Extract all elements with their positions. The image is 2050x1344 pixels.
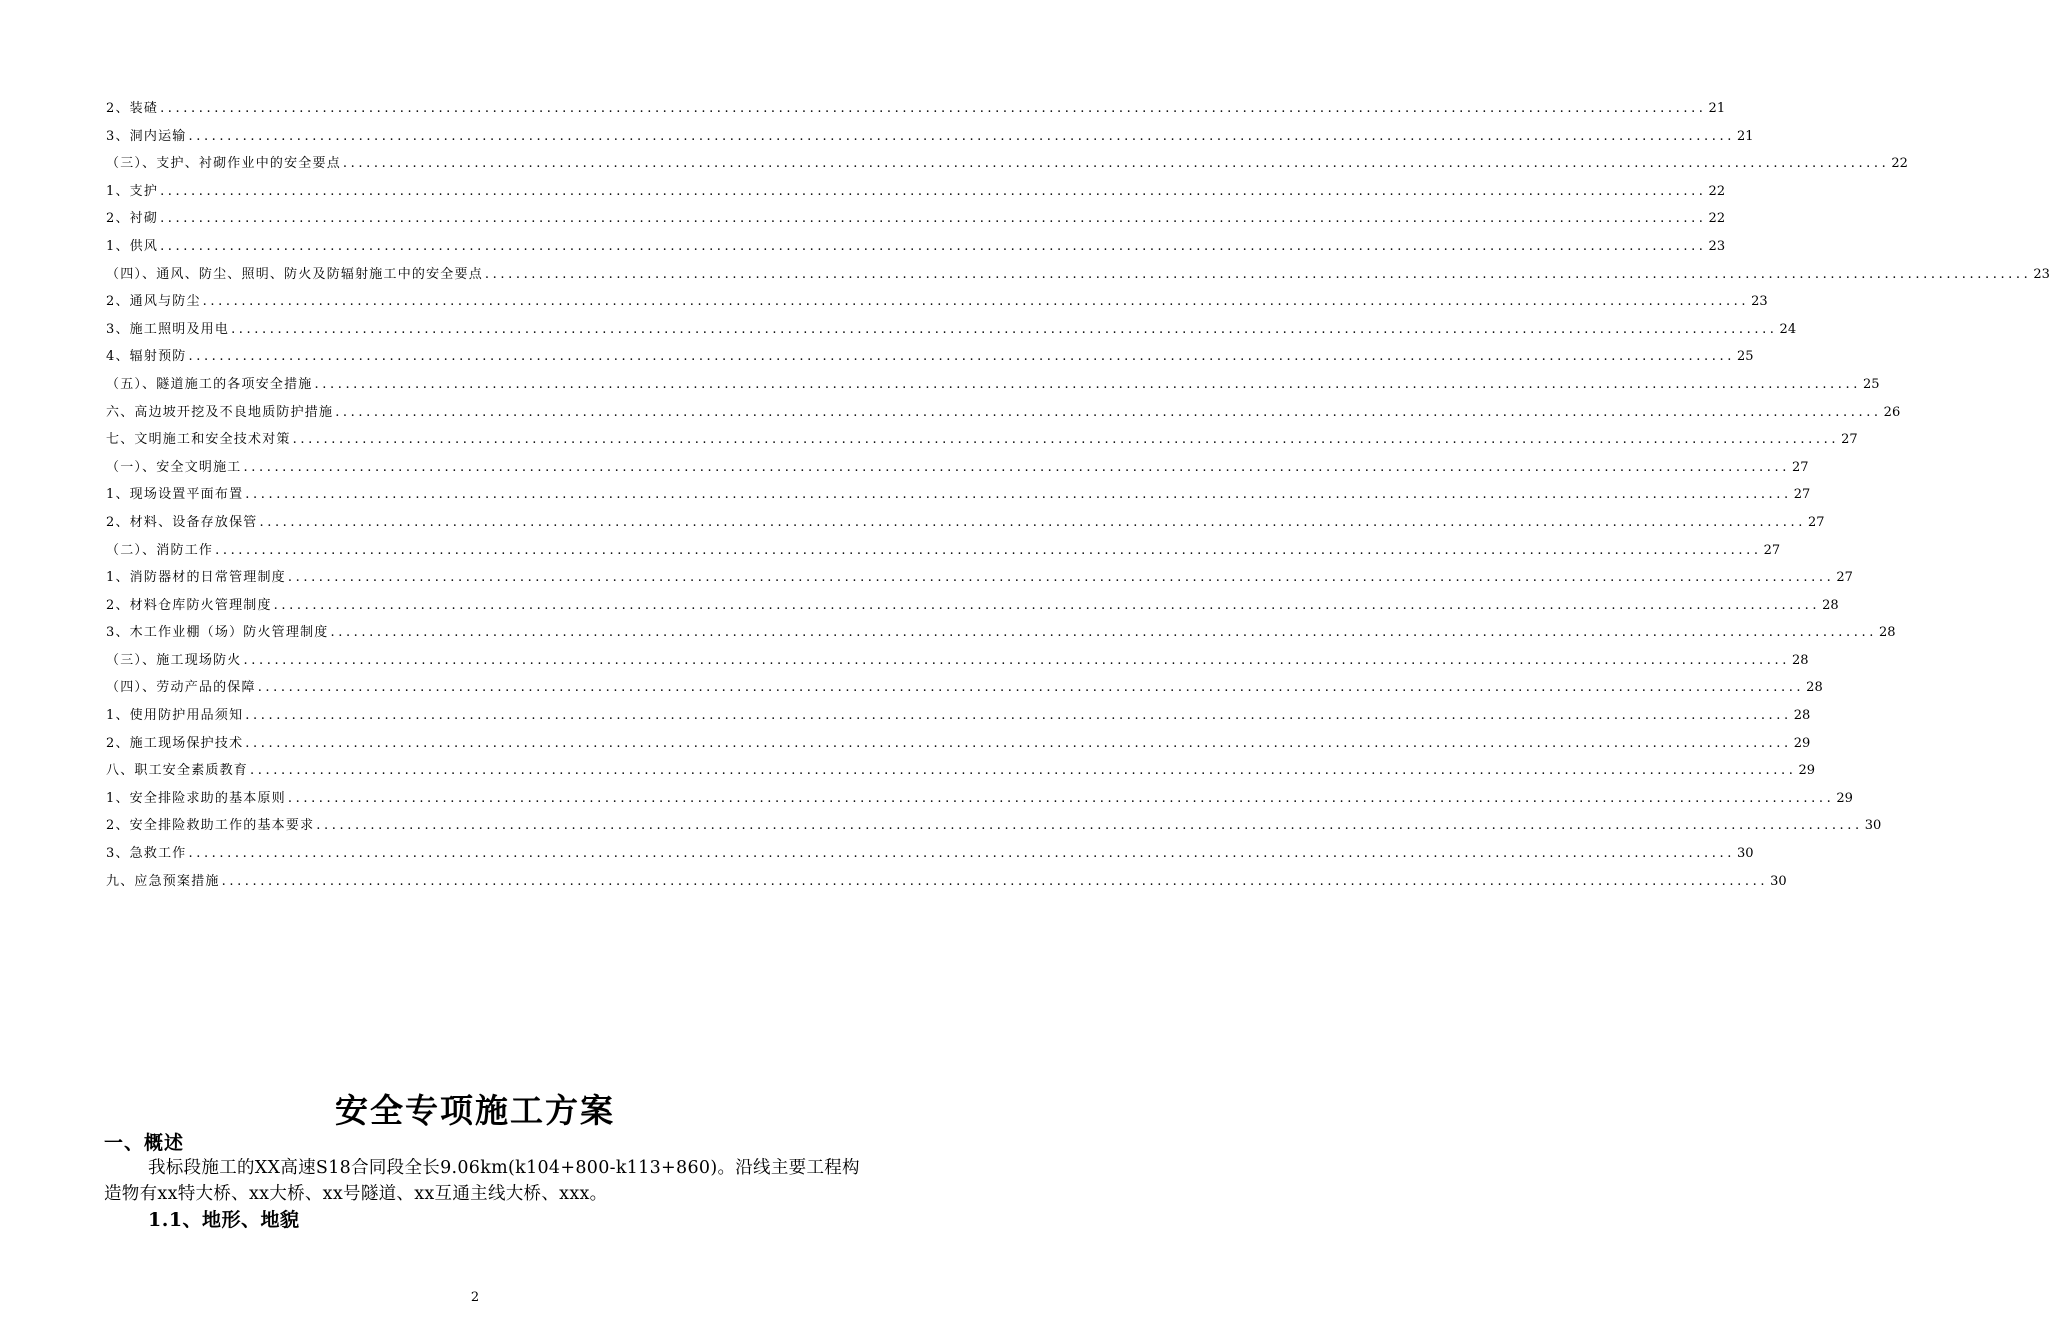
toc-leader-dots: ........................................................................................................................................................................................................ (273, 597, 1821, 613)
document-title: 安全专项施工方案 (335, 1091, 615, 1130)
toc-entry-label: 1、使用防护用品须知 (106, 708, 244, 724)
toc-leader-dots: ........................................................................................................................................................................................................ (314, 376, 1861, 392)
toc-entry-label: （五）、隧道施工的各项安全措施 (106, 376, 313, 392)
toc-entry-label: 2、通风与防尘 (106, 294, 201, 310)
toc-entry-page: 25 (1862, 376, 1880, 392)
toc-entry[interactable] (106, 759, 1816, 787)
toc-leader-dots: ........................................................................................................................................................................................................ (484, 266, 2032, 282)
toc-entry-label: 2、材料仓库防火管理制度 (106, 597, 272, 613)
toc-leader-dots: ........................................................................................................................................................................................................ (188, 349, 1735, 365)
toc-entry[interactable] (106, 97, 1726, 125)
toc-entry[interactable] (106, 870, 1787, 898)
toc-entry-page: 28 (1806, 680, 1823, 696)
toc-entry-page: 23 (1708, 238, 1726, 254)
toc-entry-label: 1、供风 (106, 238, 159, 254)
subsection-heading: 1.1、地形、地貌 (148, 1209, 300, 1231)
toc-leader-dots: ........................................................................................................................................................................................................ (287, 790, 1835, 806)
toc-entry-page: 27 (1763, 542, 1781, 558)
toc-entry-label: 2、衬砌 (106, 211, 159, 227)
toc-leader-dots: ........................................................................................................................................................................................................ (160, 238, 1707, 254)
toc-leader-dots: ........................................................................................................................................................................................................ (188, 128, 1735, 144)
toc-entry-page: 28 (1822, 597, 1839, 613)
toc-entry-page: 23 (1751, 294, 1768, 310)
toc-entry-label: 2、装碴 (106, 101, 159, 116)
page-number: 2 (470, 1290, 480, 1305)
toc-entry[interactable] (106, 180, 1726, 208)
toc-entry[interactable] (106, 207, 1726, 235)
toc-entry[interactable] (106, 787, 1853, 815)
toc-entry[interactable] (106, 428, 1858, 456)
toc-leader-dots: ........................................................................................................................................................................................................ (215, 542, 1762, 558)
toc-entry-label: （三）、支护、衬砌作业中的安全要点 (106, 156, 341, 172)
toc-leader-dots: ........................................................................................................................................................................................................ (202, 294, 1750, 310)
toc-entry-page: 21 (1736, 128, 1754, 144)
section-heading: 一、概述 (104, 1132, 185, 1154)
toc-entry-page: 27 (1791, 459, 1809, 475)
toc-leader-dots: ........................................................................................................................................................................................................ (160, 183, 1707, 199)
toc-entry[interactable] (106, 290, 1768, 318)
toc-entry-label: 九、应急预案措施 (106, 873, 220, 889)
toc-entry-page: 27 (1793, 487, 1811, 503)
toc-entry[interactable] (106, 401, 1901, 429)
toc-leader-dots: ........................................................................................................................................................................................................ (160, 211, 1707, 227)
toc-entry-page: 22 (1708, 211, 1726, 227)
toc-entry-page: 28 (1878, 625, 1896, 641)
toc-leader-dots: ........................................................................................................................................................................................................ (292, 432, 1840, 448)
toc-leader-dots: ........................................................................................................................................................................................................ (231, 321, 1778, 337)
toc-entry-page: 29 (1793, 735, 1811, 751)
toc-entry-page: 30 (1770, 873, 1787, 889)
toc-entry-page: 23 (2033, 266, 2050, 282)
toc-entry[interactable] (106, 539, 1781, 567)
toc-entry-label: 3、施工照明及用电 (106, 321, 230, 337)
toc-leader-dots: ........................................................................................................................................................................................................ (160, 101, 1707, 116)
toc-leader-dots: ........................................................................................................................................................................................................ (257, 680, 1805, 696)
toc-entry-page: 27 (1841, 432, 1858, 448)
toc-entry-label: 2、安全排险救助工作的基本要求 (106, 818, 315, 834)
toc-leader-dots: ........................................................................................................................................................................................................ (250, 763, 1797, 779)
toc-entry[interactable] (106, 649, 1809, 677)
toc-leader-dots: ........................................................................................................................................................................................................ (221, 873, 1769, 889)
toc-entry-page: 24 (1779, 321, 1797, 337)
toc-entry[interactable] (106, 318, 1797, 346)
toc-entry[interactable] (106, 511, 1825, 539)
toc-entry-label: 1、消防器材的日常管理制度 (106, 570, 286, 586)
toc-entry[interactable] (106, 594, 1839, 622)
toc-entry-page: 30 (1736, 846, 1754, 862)
toc-entry-label: 3、急救工作 (106, 846, 187, 862)
toc-leader-dots: ........................................................................................................................................................................................................ (316, 818, 1863, 834)
toc-entry-page: 30 (1864, 818, 1882, 834)
toc-entry-page: 25 (1736, 349, 1754, 365)
toc-leader-dots: ........................................................................................................................................................................................................ (245, 708, 1792, 724)
toc-entry-label: 3、木工作业棚（场）防火管理制度 (106, 625, 329, 641)
toc-entry-label: 八、职工安全素质教育 (106, 763, 249, 779)
toc-entry[interactable] (106, 483, 1811, 511)
toc-leader-dots: ........................................................................................................................................................................................................ (342, 156, 1890, 172)
toc-entry[interactable] (106, 842, 1754, 870)
toc-entry-label: 4、辐射预防 (106, 349, 187, 365)
toc-entry-label: 1、支护 (106, 183, 159, 199)
toc-entry[interactable] (106, 566, 1853, 594)
toc-entry[interactable] (106, 456, 1809, 484)
table-of-contents (106, 97, 2050, 897)
toc-entry[interactable] (106, 235, 1726, 263)
toc-entry-label: （四）、劳动产品的保障 (106, 680, 256, 696)
toc-entry-label: （三）、施工现场防火 (106, 652, 242, 668)
toc-leader-dots: ........................................................................................................................................................................................................ (335, 404, 1882, 420)
toc-entry-label: （四）、通风、防尘、照明、防火及防辐射施工中的安全要点 (106, 266, 483, 282)
toc-entry-page: 21 (1708, 101, 1726, 116)
toc-entry[interactable] (106, 732, 1811, 760)
toc-entry-label: （二）、消防工作 (106, 542, 214, 558)
toc-entry-page: 26 (1883, 404, 1901, 420)
body-paragraph: 我标段施工的XX高速S18合同段全长9.06km(k104+800-k113+860)。沿线主要工程构造物有xx特大桥、xx大桥、xx号隧道、xx互通主线大桥、xxx。 (104, 1158, 860, 1204)
toc-entry[interactable] (106, 704, 1811, 732)
toc-entry-page: 22 (1891, 156, 1908, 172)
toc-leader-dots: ........................................................................................................................................................................................................ (243, 652, 1790, 668)
toc-leader-dots: ........................................................................................................................................................................................................ (188, 846, 1735, 862)
toc-leader-dots: ........................................................................................................................................................................................................ (245, 735, 1792, 751)
toc-entry-page: 27 (1836, 570, 1853, 586)
toc-entry[interactable] (106, 676, 1823, 704)
toc-leader-dots: ........................................................................................................................................................................................................ (330, 625, 1877, 641)
toc-entry-label: 1、安全排险求助的基本原则 (106, 790, 286, 806)
toc-entry-page: 28 (1791, 652, 1809, 668)
toc-entry[interactable] (106, 373, 1880, 401)
toc-entry-label: （一）、安全文明施工 (106, 459, 242, 475)
toc-entry[interactable] (106, 621, 1896, 649)
toc-leader-dots: ........................................................................................................................................................................................................ (245, 487, 1792, 503)
toc-entry-page: 28 (1793, 708, 1811, 724)
toc-leader-dots: ........................................................................................................................................................................................................ (259, 514, 1806, 530)
toc-entry-label: 七、文明施工和安全技术对策 (106, 432, 291, 448)
toc-entry[interactable] (106, 814, 1882, 842)
toc-entry-label: 3、洞内运输 (106, 128, 187, 144)
toc-entry-page: 29 (1836, 790, 1853, 806)
toc-entry-label: 1、现场设置平面布置 (106, 487, 244, 503)
toc-entry-page: 22 (1708, 183, 1726, 199)
toc-entry-page: 27 (1807, 514, 1825, 530)
toc-entry-label: 2、材料、设备存放保管 (106, 514, 258, 530)
toc-leader-dots: ........................................................................................................................................................................................................ (287, 570, 1835, 586)
toc-entry[interactable] (106, 152, 1908, 180)
toc-entry-page: 29 (1798, 763, 1816, 779)
toc-entry[interactable] (106, 125, 1754, 153)
toc-entry-label: 六、高边坡开挖及不良地质防护措施 (106, 404, 334, 420)
toc-entry[interactable] (106, 345, 1754, 373)
toc-entry[interactable] (106, 263, 2050, 291)
toc-leader-dots: ........................................................................................................................................................................................................ (243, 459, 1790, 475)
toc-entry-label: 2、施工现场保护技术 (106, 735, 244, 751)
